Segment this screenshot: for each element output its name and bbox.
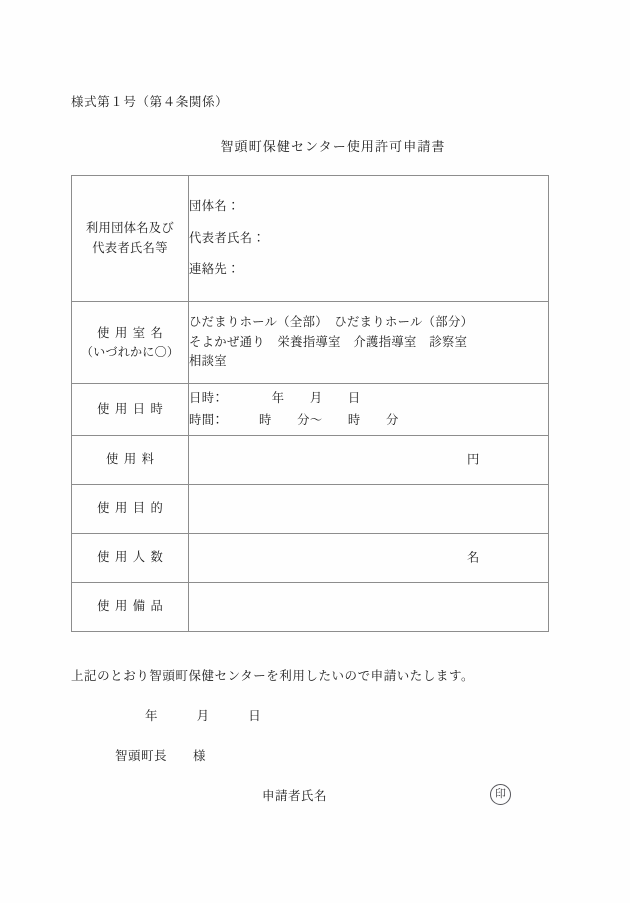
field-use-time: 時間： 時 分～ 時 分	[189, 412, 399, 427]
row-value-organization[interactable]	[189, 176, 549, 302]
submission-date-line[interactable]: 年 月 日	[145, 709, 262, 723]
field-use-date: 日時： 年 月 日	[189, 391, 361, 406]
room-options-line-3[interactable]: 相談室	[189, 354, 227, 369]
seal-stamp-icon: 印	[490, 784, 511, 805]
table-row-room-name	[72, 302, 549, 384]
table-row-datetime	[72, 384, 549, 436]
row-label-organization	[72, 176, 189, 302]
row-label-equipment	[72, 583, 189, 632]
room-options	[189, 313, 548, 373]
row-value-people-count[interactable]	[189, 534, 549, 583]
document-title: 智頭町保健センター使用許可申請書	[220, 139, 446, 154]
row-value-purpose[interactable]	[189, 485, 549, 534]
row-value-datetime[interactable]	[189, 384, 549, 436]
table-row-equipment	[72, 583, 549, 632]
row-value-fee[interactable]	[189, 436, 549, 485]
row-label-people-count-main: 使用人数	[97, 550, 169, 565]
table-row-people-count	[72, 534, 549, 583]
field-representative-name: 代表者氏名：	[189, 230, 266, 245]
row-label-datetime-main: 使用日時	[97, 401, 169, 416]
room-options-line-1[interactable]: ひだまりホール（全部） ひだまりホール（部分）	[189, 314, 474, 329]
row-label-fee-main: 使用料	[106, 452, 160, 467]
table-row-purpose	[72, 485, 549, 534]
row-label-room-name	[72, 302, 189, 384]
row-label-purpose	[72, 485, 189, 534]
datetime-fields	[189, 388, 548, 430]
row-label-datetime	[72, 384, 189, 436]
unit-yen: 円	[467, 452, 480, 467]
table-row-fee	[72, 436, 549, 485]
row-label-purpose-main: 使用目的	[97, 501, 169, 516]
organization-fields	[189, 191, 548, 285]
field-organization-name: 団体名：	[189, 199, 240, 214]
field-contact: 連絡先：	[189, 262, 240, 277]
table-row-organization	[72, 176, 549, 302]
row-label-organization-line1: 利用団体名及び	[85, 221, 175, 236]
application-form-table	[71, 175, 549, 632]
row-label-people-count	[72, 534, 189, 583]
addressee-line: 智頭町長 様	[115, 749, 207, 763]
applicant-name-label: 申請者氏名	[262, 789, 328, 803]
row-value-equipment[interactable]	[189, 583, 549, 632]
row-label-room-name-sub: （いづれかに〇）	[80, 344, 180, 359]
unit-persons: 名	[467, 550, 480, 565]
row-value-room-name[interactable]	[189, 302, 549, 384]
application-statement: 上記のとおり智頭町保健センターを利用したいので申請いたします。	[71, 669, 475, 683]
row-label-organization-line2: 代表者氏名等	[92, 240, 168, 255]
row-label-fee	[72, 436, 189, 485]
row-label-equipment-main: 使用備品	[97, 599, 169, 614]
form-number: 様式第１号（第４条関係）	[71, 95, 229, 109]
row-label-room-name-main: 使用室名	[97, 325, 169, 340]
applicant-signature-row	[262, 786, 522, 804]
room-options-line-2[interactable]: そよかぜ通り 栄養指導室 介護指導室 診察室	[189, 334, 468, 349]
